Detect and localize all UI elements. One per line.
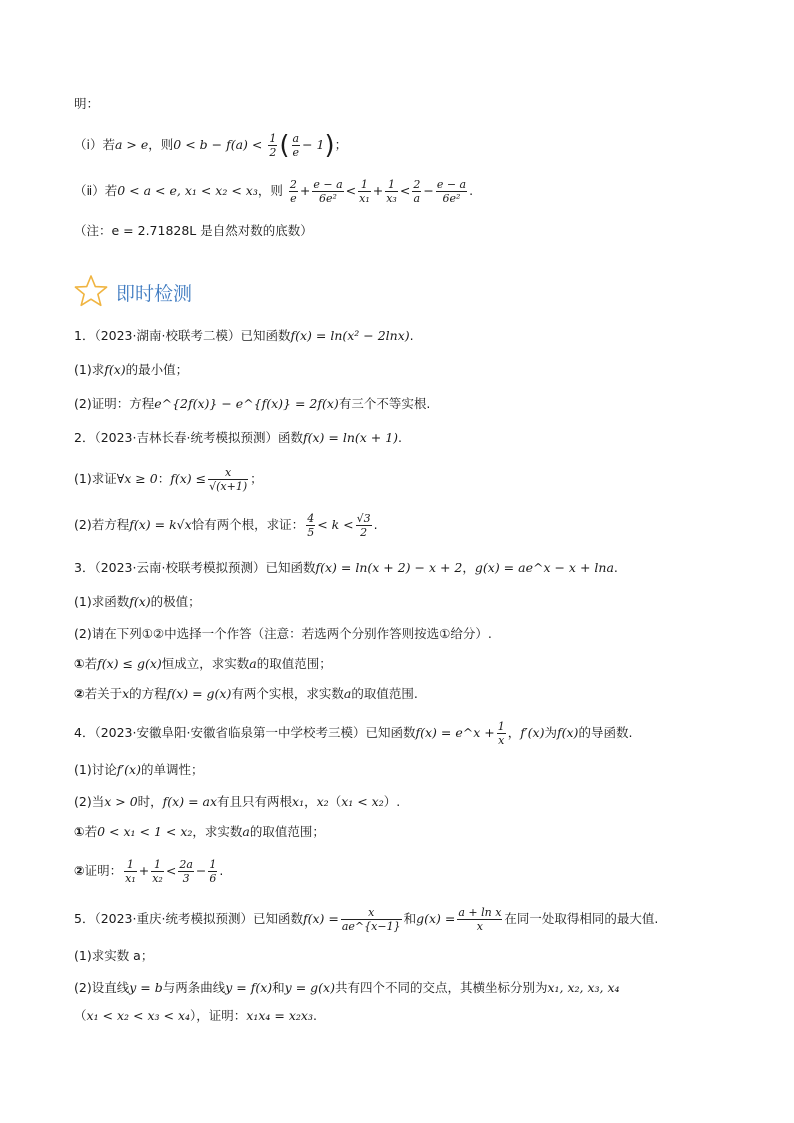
frac: $\frac{2}{a}$ [413,178,421,205]
math: f′(x) [520,725,545,740]
frac: $\frac{e - a}{\text{6e²}}$ [313,178,343,205]
text: ），证明： [190,1008,247,1023]
note [74,221,754,241]
frac: $\frac{2}{e}$ [289,178,297,205]
text: 的取值范围. [351,686,418,701]
intro-text: 明： [74,96,100,111]
math: y = g(x) [284,980,335,995]
q1-head: 1．（2023·湖南·校联考二模）已知函数 [74,328,291,343]
q4-choice2 [74,854,754,888]
q2-head: 2．（2023·吉林长春·统考模拟预测）函数 [74,430,303,445]
punct: ； [334,137,348,152]
punct: . [409,328,414,343]
math: f(x) = ax [162,794,218,809]
q1-part1 [74,360,754,380]
math: x₁ < x₂ [341,794,384,809]
math: a [242,824,250,839]
q5-part1 [74,946,754,966]
part-i-cond: a > e [114,137,149,152]
section-title: 即时检测 [116,282,193,305]
frac: $\frac{x}{√(x+1)}$ [209,466,248,493]
math: f(x) ≤ g(x) [97,656,162,671]
part-i-mid: ，则 [148,137,174,152]
q4-stem [74,718,754,748]
math: f′(x) [116,762,141,777]
punct: ， [507,725,521,740]
math: ∀x ≥ 0 [116,471,158,486]
choice-mark: ② [74,863,85,878]
q2-part1 [74,462,754,496]
text: 有两个实根，求实数 [231,686,344,701]
math: f(x) = k√x [129,517,192,532]
text: 证明： [84,863,123,878]
math: g(x) = ae^x − x + lna [474,560,614,575]
math: f(x) ≤ [170,471,207,486]
math: f(x) = e^x + [415,725,495,740]
math: y = f(x) [225,980,273,995]
frac: $\frac{\text{a + ln x}}{x}$ [458,906,502,933]
note-text: （注：e = 2.71828L 是自然对数的底数） [74,223,313,238]
part-ii: （ⅱ）若0 < a < e, x₁ < x₂ < x₃，则 $\frac{2}{e}$ + $\frac{e - a}{\text{6e²}}$ < $\frac{1}{\text{x₁}}$ + $\frac{1}{\text{x₃}}$ < $\frac{2}{a}$ − $\frac{e - a}{\text{6e²}}$ . [74,178,474,205]
text: 恒成立，求实数 [161,656,250,671]
frac: $\frac{1}{\text{x₁}}$ [125,858,136,885]
text: 的最小值； [125,362,189,377]
math: x > 0 [104,794,138,809]
text: (2)若方程 [74,517,130,532]
text: 和 [403,911,417,926]
q3-stem [74,558,754,578]
punct: ， [304,794,317,809]
q4-choice1 [74,822,754,842]
part-i: （ⅰ）若a > e，则0 < b − f(a) < $\frac{1}{2}$ ( $\frac{a}{e}$ − 1)； [74,130,348,161]
math: x₁, x₂, x₃, x₄ [547,980,620,995]
math: 0 < x₁ < 1 < x₂ [97,824,193,839]
text: 为 [544,725,557,740]
math: < k < [317,517,354,532]
math: x₂ [316,794,329,809]
frac: $\frac{1}{\text{x₃}}$ [386,178,397,205]
q3-part1 [74,592,754,612]
punct: ）. [383,794,401,809]
text: 若关于 [84,686,123,701]
text: 的方程 [129,686,167,701]
text: 和 [272,980,285,995]
text: 的极值； [150,594,201,609]
q5-part2-cont [74,1006,754,1026]
math: + [138,863,150,878]
text: (1)求 [74,362,105,377]
math: f(x) [129,594,151,609]
q4-part1 [74,760,754,780]
text: ，求实数 [192,824,243,839]
text: 的单调性； [141,762,204,777]
part-ii-prefix: （ⅱ）若 [74,183,118,198]
math: f(x) [557,725,579,740]
text: 有且只有两根 [217,794,293,809]
math: < [165,863,177,878]
math: x [122,686,130,701]
punct: . [219,863,224,878]
frac: $\frac{1}{6}$ [209,858,217,885]
punct: ； [250,471,263,486]
math: x₁x₄ = x₂x₃ [246,1008,313,1023]
text: 若 [84,824,98,839]
math: g(x) = [416,911,456,926]
text: (2)当 [74,794,105,809]
text: (2)请在下列①②中选择一个作答（注意：若选两个分别作答则按选①给分）. [74,626,492,641]
math: − [195,863,207,878]
math: f(x) = [302,911,339,926]
frac: $\frac{1}{\text{x₂}}$ [152,858,163,885]
q2-stem [74,428,754,448]
q4-part2 [74,792,754,812]
q5-head: 5．（2023·重庆·统考模拟预测）已知函数 [74,911,303,926]
text: (1)求证 [74,471,117,486]
punct: （ [328,794,342,809]
frac: $\frac{1}{\text{x₁}}$ [359,178,370,205]
text: 与两条曲线 [162,980,226,995]
q2-part2 [74,508,754,542]
frac: $\frac{2a}{3}$ [179,858,193,885]
text: 的取值范围； [256,656,332,671]
q1-stem [74,326,754,346]
part-ii-cond: 0 < a < e, x₁ < x₂ < x₃ [117,183,258,198]
choice-mark: ② [74,686,85,701]
choice-mark: ① [74,656,85,671]
frac: $\frac{a}{e}$ [292,132,300,159]
text: 在同一处取得相同的最大值. [504,911,659,926]
math: a [249,656,257,671]
part-i-expr: 0 < b − f(a) < [173,137,263,152]
text: 的取值范围； [249,824,325,839]
q4-head: 4．（2023·安徽阜阳·安徽省临泉第一中学校考三模）已知函数 [74,725,416,740]
punct: . [373,517,378,532]
text: 恰有两个根，求证： [191,517,305,532]
text: 有三个不等实根. [338,396,431,411]
text: 的导函数. [578,725,633,740]
text: (2)证明：方程 [74,396,155,411]
q5-part2 [74,978,754,998]
math: f(x) [104,362,126,377]
frac: $\frac{1}{x}$ [497,720,505,747]
punct: （ [74,1008,87,1023]
text: ： [157,471,171,486]
frac: $\frac{x}{ae\^{}\{x-1\}}$ [341,906,401,933]
math: e^{2f(x)} − e^{f(x)} = 2f(x) [154,396,339,411]
q3-part2 [74,624,754,644]
text: 时， [137,794,163,809]
q3-head: 3．（2023·云南·校联考模拟预测）已知函数 [74,560,316,575]
q5-stem [74,902,754,936]
text: (2)设直线 [74,980,130,995]
punct: ， [462,560,475,575]
punct: . [398,430,403,445]
part-ii-mid: ，则 [257,183,283,198]
math: a [343,686,352,701]
q3-choice1 [74,654,754,674]
text: (1)求函数 [74,594,130,609]
math: x₁ < x₂ < x₃ < x₄ [86,1008,191,1023]
punct: . [469,183,474,198]
punct: . [613,560,618,575]
q3-choice2 [74,684,754,704]
math: f(x) = g(x) [166,686,232,701]
punct: . [312,1008,317,1023]
part-i-prefix: （ⅰ）若 [74,137,115,152]
part-i-tail: − 1 [302,137,325,152]
text: (1)求实数 a； [74,948,154,963]
q2-func: f(x) = ln(x + 1) [302,430,399,445]
math: x₁ [292,794,305,809]
math: y = b [129,980,163,995]
math: f(x) = ln(x + 2) − x + 2 [315,560,463,575]
frac: $\frac{4}{5}$ [307,512,315,539]
q1-part2 [74,394,754,414]
text: 共有四个不同的交点，其横坐标分别为 [334,980,548,995]
q1-func: f(x) = ln(x² − 2lnx) [290,328,410,343]
text: 若 [84,656,98,671]
frac: $\frac{1}{2}$ [269,132,277,159]
text: (1)讨论 [74,762,117,777]
star-outline-icon [74,274,108,311]
frac: $\frac{e - a}{\text{6e²}}$ [436,178,467,205]
intro-line [74,94,754,114]
choice-mark: ① [74,824,85,839]
frac: $\frac{√3}{2}$ [356,512,371,539]
section-header [74,274,192,310]
